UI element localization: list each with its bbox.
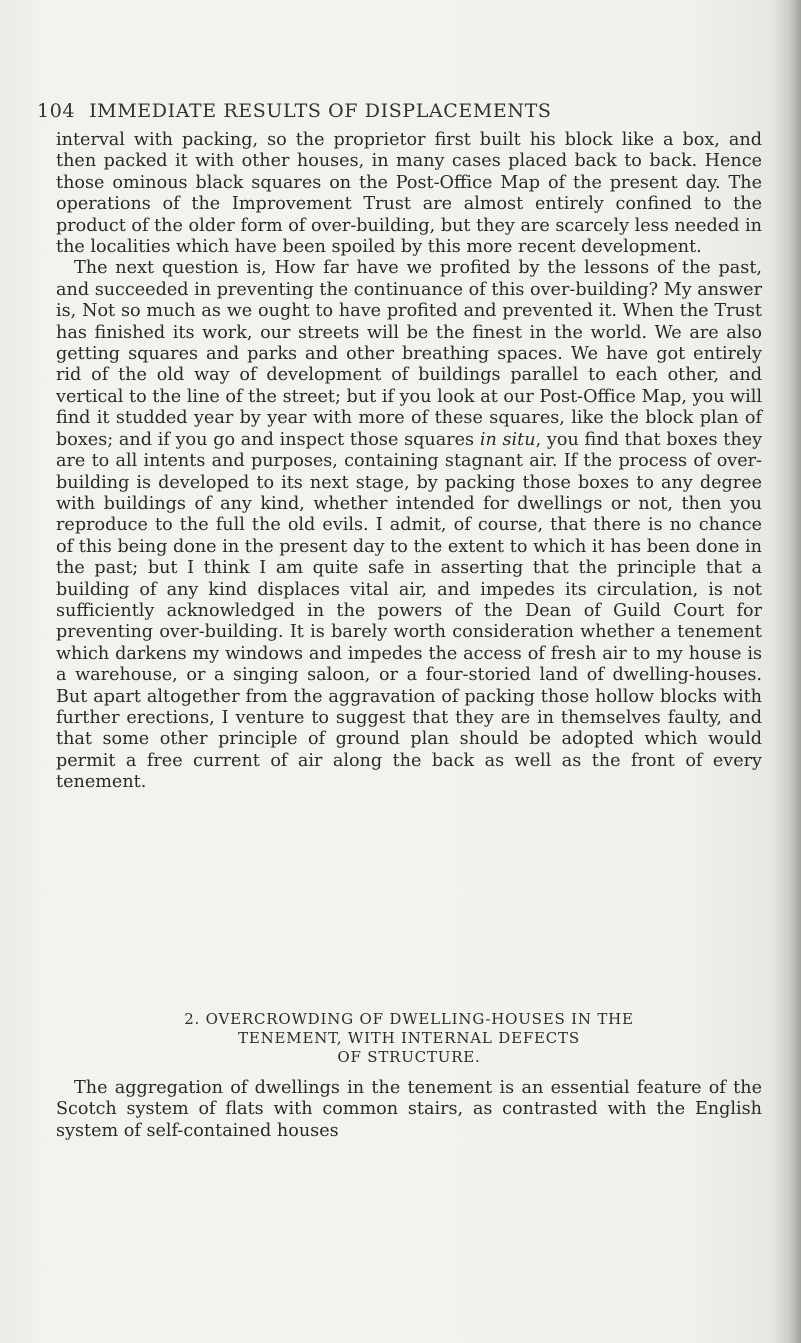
page-binding-shadow [773,0,801,1343]
paragraph-2-part-2: , you find that boxes they are to all intents and purposes, containing stagnant air. If the process of over-building is developed to its next stage, by packing those boxes to any degree with buildings of any kind, whether intended for dwellings or not, then you reproduce to the full the old evils. I admit, of course, that there is no chance of this being done in the present day to the extent to which it has been done in the past; but I think I am quite safe in asserting that the principle that a building of any kind displaces vital air, and impedes its circulation, is not sufficiently acknowledged in the powers of the Dean of Guild Court for preventing over-building. It is barely worth consideration whether a tenement which darkens my windows and impedes the access of fresh air to my house is a warehouse, or a singing saloon, or a four-storied land of dwelling-houses. But apart altogether from the aggravation of packing those hollow blocks with further erections, I venture to suggest that they are in themselves faulty, and that some other principle of ground plan should be adopted which would permit a free current of air along the back as well as the front of every tenement. [56,429,763,793]
page-number: 104 [37,100,76,122]
section-paragraph: The aggregation of dwellings in the tenement is an essential feature of the Scotch system of flats with common stairs, as contrasted with the English system of self-contained houses [56,1078,762,1141]
section-heading-line-1: 2. OVERCROWDING OF DWELLING-HOUSES IN THE [184,1010,634,1028]
body-text [56,130,762,794]
running-title: IMMEDIATE RESULTS OF DISPLACEMENTS [89,100,552,122]
paragraph-1: interval with packing, so the proprietor first built his block like a box, and then packed it with other houses, in many cases placed back to back. Hence those ominous black squares on the Post-Office Map of the present day. The operations of the Improvement Trust are almost entirely confined to the product of the older form of over-building, but they are scarcely less needed in the localities which have been spoiled by this more recent development. [56,130,762,258]
section-text [56,1078,762,1142]
section-heading [56,1010,762,1067]
running-header [37,100,552,122]
section-heading-line-3: OF STRUCTURE. [337,1048,481,1066]
paragraph-2-italic: in situ [479,429,536,450]
section-heading-line-2: TENEMENT, WITH INTERNAL DEFECTS [238,1029,580,1047]
paragraph-2 [56,258,762,793]
paragraph-2-part-1: The next question is, How far have we profited by the lessons of the past, and succeeded in preventing the continuance of this over-building? My answer is, Not so much as we ought to have profited and prevented it. When the Trust has finished its work, our streets will be the finest in the world. We are also getting squares and parks and other breathing spaces. We have got entirely rid of the old way of development of buildings parallel to each other, and vertical to the line of the street; but if you look at our Post-Office Map, you will find it studded year by year with more of these squares, like the block plan of boxes; and if you go and inspect those squares [56,258,762,450]
